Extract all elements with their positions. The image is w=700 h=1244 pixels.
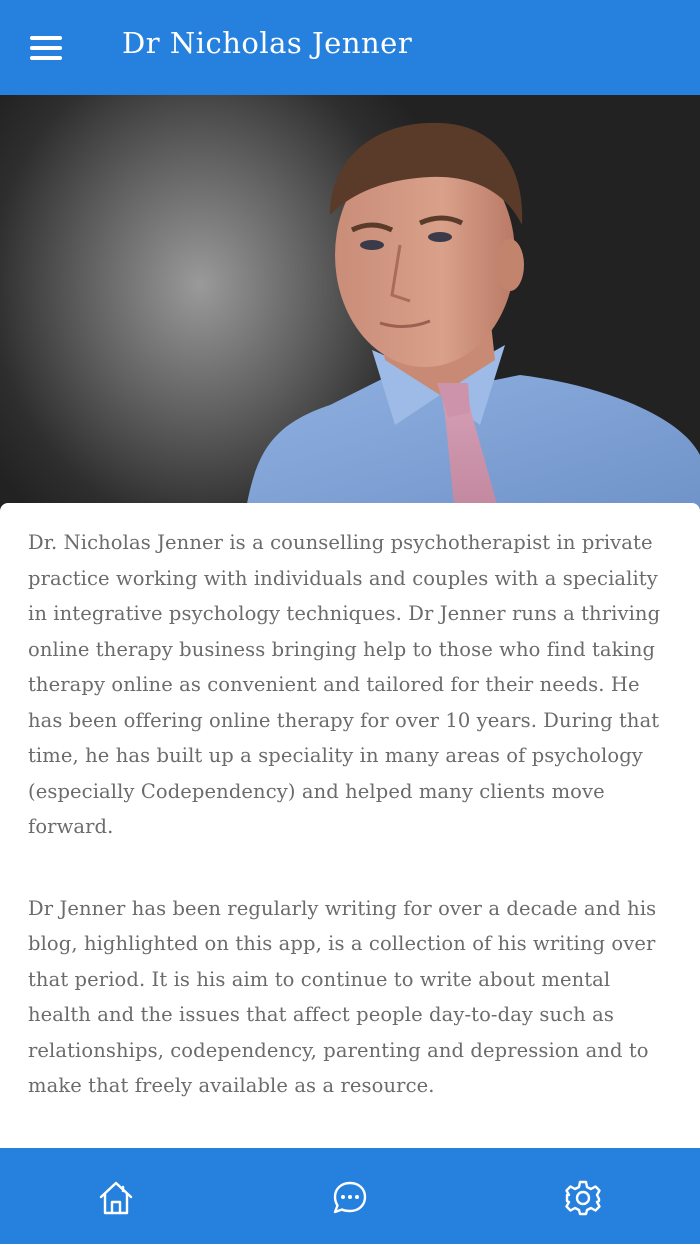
menu-line	[30, 56, 62, 60]
chat-icon[interactable]	[331, 1179, 369, 1217]
menu-line	[30, 46, 62, 50]
hamburger-menu-icon[interactable]	[30, 36, 64, 60]
menu-line	[30, 36, 62, 40]
home-icon[interactable]	[97, 1179, 135, 1217]
bio-paragraph: Dr. Nicholas Jenner is a counselling psychotherapist in private practice working with individuals and couples with a speciality in integrative psychology techniques. Dr Jenner runs a thriving online therapy business bringing help to those who find taking therapy online as convenient and tailored for their needs. He has been offering online therapy for over 10 years. During that time, he has built up a speciality in many areas of psychology (especially Codependency) and helped many clients move forward.	[28, 531, 661, 838]
about-section	[0, 503, 700, 1148]
portrait-photo	[0, 95, 700, 515]
gear-icon[interactable]	[564, 1179, 602, 1217]
bio-paragraph: Dr Jenner has been regularly writing for over a decade and his blog, highlighted on this app, is a collection of his writing over that period. It is his aim to continue to write about mental health and the issues that affect people day-to-day such as relationships, codependency, parenting and depression and to make that freely available as a resource.	[28, 896, 657, 1097]
portrait-illustration	[0, 95, 700, 515]
page-title: Dr Nicholas Jenner	[122, 26, 413, 60]
bottom-navigation	[0, 1148, 700, 1244]
app-header	[0, 0, 700, 95]
